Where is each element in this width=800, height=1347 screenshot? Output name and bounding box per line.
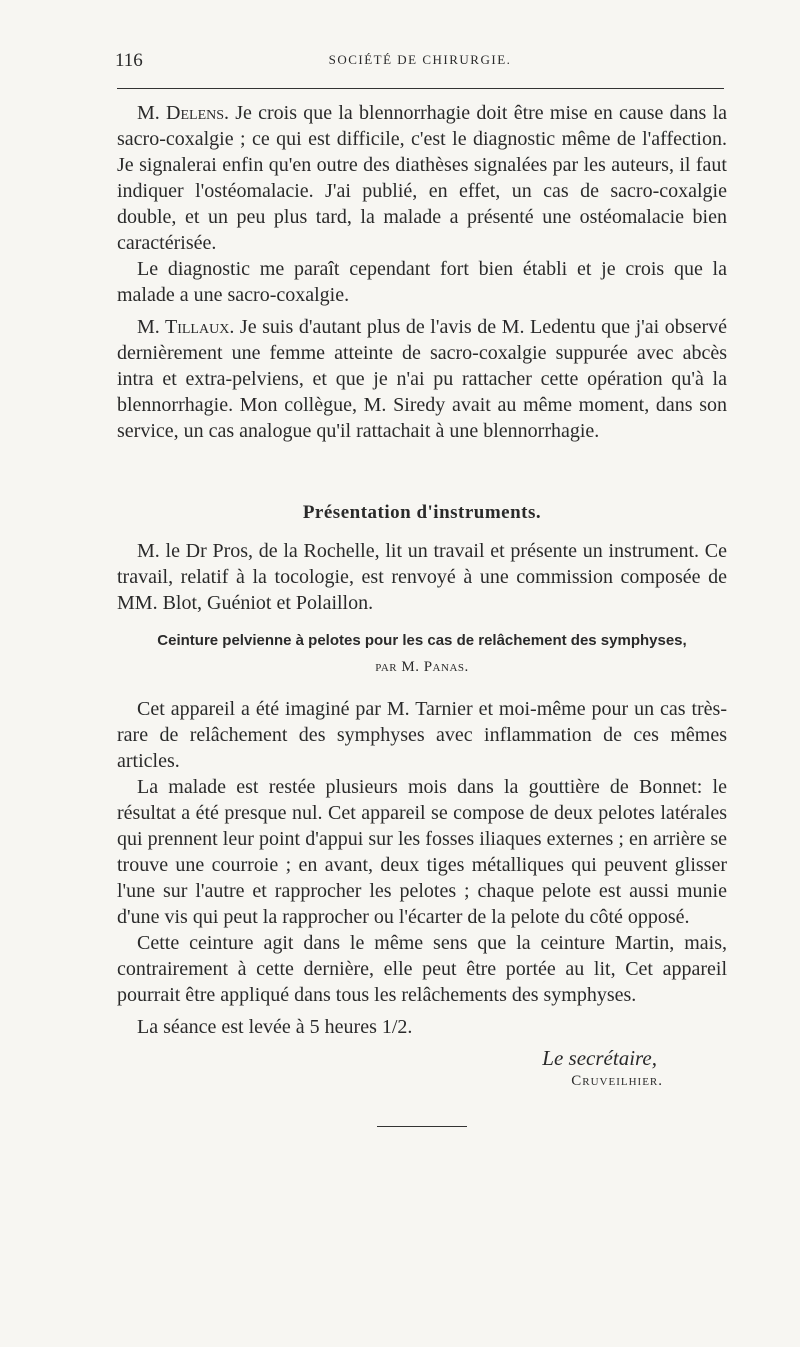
subsection-title: Ceinture pelvienne à pelotes pour les cas de relâchement des symphyses, <box>157 632 687 649</box>
paragraph-ceinture: Cette ceinture agit dans le même sens que la ceinture Martin, mais, contrairement à cette dernière, elle peut être portée au lit, Cet appareil pourrait être appliqué dans tous les relâchements des symphyses. <box>117 932 727 1006</box>
signature-block <box>117 1046 727 1090</box>
speaker-tillaux: M. Tillaux. <box>137 316 235 338</box>
running-title: SOCIÉTÉ DE CHIRURGIE. <box>328 52 512 67</box>
subsection-author: par M. Panas. <box>375 659 469 675</box>
paragraph-appareil: Cet appareil a été imaginé par M. Tarnier et moi-même pour un cas très-rare de relâchement des symphyses avec inflammation de ces mêmes articles. <box>117 698 727 772</box>
paragraph-tillaux <box>117 314 727 444</box>
paragraph-malade: La malade est restée plusieurs mois dans la gouttière de Bonnet: le résultat a été presque nul. Cet appareil se compose de deux pelotes latérales qui prennent leur point d'appui sur les fosses iliaques externes ; en arrière se trouve une courroie ; en avant, deux tiges métalliques qui peuvent glisser l'une sur l'autre et rapprocher les pelotes ; chaque pelote est aussi munie d'une vis qui peut la rapprocher ou l'écarter de la pelote du côté opposé. <box>117 776 727 928</box>
page-body <box>117 100 727 1127</box>
page-header <box>115 50 725 74</box>
signature-role: Le secrétaire, <box>542 1046 657 1070</box>
end-rule <box>377 1126 467 1127</box>
delens-text: Je crois que la blennorrhagie doit être mise en cause dans la sacro-coxalgie ; ce qui est difficile, c'est le diagnostic même de l'affection. Je signalerai enfin qu'en outre des diathèses signalées par les auteurs, il faut indiquer l'ostéomalacie. J'ai publié, en effet, un cas de sacro-coxalgie double, et un peu plus tard, la malade a présenté une ostéomalacie bien caractérisée. <box>117 102 727 254</box>
header-rule <box>117 88 724 89</box>
speaker-delens: M. Delens. <box>137 102 230 124</box>
tillaux-text: Je suis d'autant plus de l'avis de M. Ledentu que j'ai observé dernièrement une femme atteinte de sacro-coxalgie suppurée avec abcès intra et extra-pelviens, et que je n'ai pu rattacher cette opération qu'à la blennorrhagie. Mon collègue, M. Siredy avait au même moment, dans son service, un cas analogue qu'il rattachait à une blennorrhagie. <box>117 316 727 442</box>
paragraph-pros: M. le Dr Pros, de la Rochelle, lit un travail et présente un instrument. Ce travail, relatif à la tocologie, est renvoyé à une commission composée de MM. Blot, Guéniot et Polaillon. <box>117 540 727 614</box>
paragraph-delens <box>117 100 727 256</box>
page-number: 116 <box>115 50 143 71</box>
signature-name: Cruveilhier. <box>571 1073 663 1089</box>
paragraph-diagnostic: Le diagnostic me paraît cependant fort bien établi et je crois que la malade a une sacro-coxalgie. <box>117 258 727 306</box>
paragraph-seance: La séance est levée à 5 heures 1/2. <box>137 1016 413 1038</box>
section-title: Présentation d'instruments. <box>302 502 542 523</box>
